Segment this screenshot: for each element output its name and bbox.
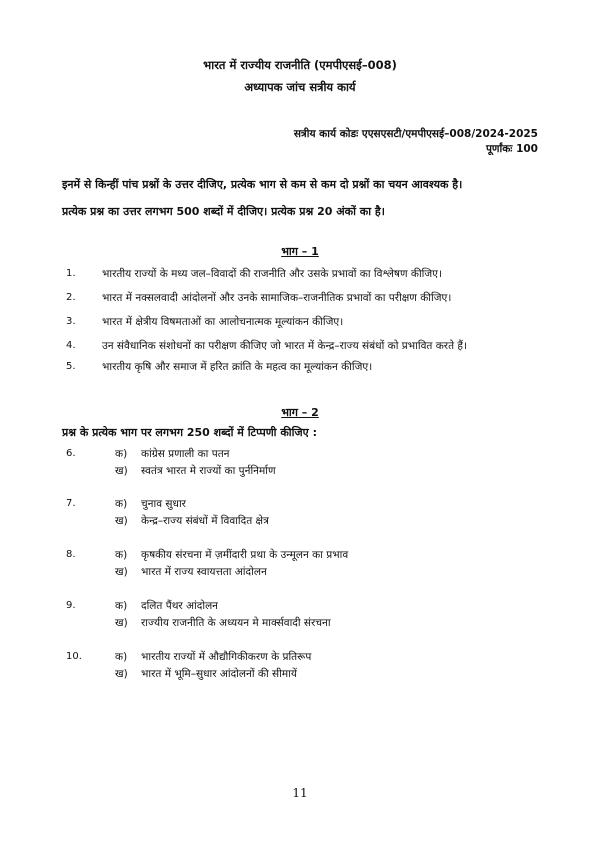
subpart-label: ख)	[115, 566, 128, 578]
subpart-text: केन्द्र–राज्य संबंधों में विवादित क्षेत्र	[141, 515, 269, 527]
subpart-label: क)	[115, 600, 128, 612]
subpart-text: भारत में भूमि–सुधार आंदोलनों की सीमायें	[141, 668, 297, 680]
part1-heading: भाग – 1	[281, 245, 319, 258]
subpart-label: क)	[115, 498, 128, 510]
question-number: 7.	[66, 498, 76, 509]
question-number: 8.	[66, 549, 76, 560]
question-number: 2.	[66, 292, 76, 303]
course-title: भारत में राज्यीय राजनीति (एमपीएसई–008)	[203, 58, 397, 72]
subpart-text: स्वतंत्र भारत मे राज्यों का पुर्ननिर्माण	[141, 465, 276, 477]
subpart-label: क)	[115, 448, 128, 460]
part2-heading: भाग – 2	[281, 406, 319, 419]
subpart-label: ख)	[115, 465, 128, 477]
assignment-title: अध्यापक जांच सत्रीय कार्य	[244, 80, 356, 94]
question-text: भारत में नक्सलवादी आंदोलनों और उनके सामाजिक–राजनीतिक प्रभावों का परीक्षण कीजिए।	[102, 292, 452, 304]
assignment-code: सत्रीय कार्य कोडः एएसएसटी/एमपीएसई–008/2024-2025	[293, 128, 538, 140]
subpart-label: ख)	[115, 668, 128, 680]
question-number: 4.	[66, 340, 76, 351]
question-number: 1.	[66, 268, 76, 279]
subpart-text: भारतीय राज्यों में औद्यौगिकीकरण के प्रतिरूप	[141, 651, 312, 663]
page-number: 11	[292, 786, 308, 800]
instruction-line-1: इनमें से किन्हीं पांच प्रश्नों के उत्तर दीजिए, प्रत्येक भाग से कम से कम दो प्रश्नों का चयन आवश्यक है।	[62, 178, 463, 191]
question-text: भारत में क्षेत्रीय विषमताओं का आलोचनात्मक मूल्यांकन कीजिए।	[102, 316, 344, 328]
subpart-text: भारत में राज्य स्वायत्तता आंदोलन	[141, 566, 267, 578]
question-number: 5.	[66, 361, 76, 372]
max-marks: पूर्णांकः 100	[485, 143, 538, 155]
subpart-label: क)	[115, 549, 128, 561]
subpart-label: ख)	[115, 515, 128, 527]
subpart-text: कृषकीय संरचना में ज़मींदारी प्रथा के उन्मूलन का प्रभाव	[141, 549, 349, 561]
subpart-label: ख)	[115, 617, 128, 629]
question-number: 9.	[66, 600, 76, 611]
subpart-label: क)	[115, 651, 128, 663]
question-number: 3.	[66, 316, 76, 327]
question-text: उन संवैधानिक संशोधनों का परीक्षण कीजिए जो भारत में केन्द्र–राज्य संबंधों को प्रभावित करते हैं।	[102, 340, 467, 352]
subpart-text: राज्यीय राजनीति के अध्ययन मे मार्क्सवादी संरचना	[141, 617, 331, 629]
instruction-line-2: प्रत्येक प्रश्न का उत्तर लगभग 500 शब्दों में दीजिए। प्रत्येक प्रश्न 20 अंकों का है।	[62, 205, 385, 218]
question-number: 10.	[66, 651, 82, 662]
subpart-text: चुनाव सुधार	[141, 498, 186, 510]
question-text: भारतीय राज्यों के मध्य जल–विवादों की राजनीति और उसके प्रभावों का विश्लेषण कीजिए।	[102, 268, 442, 280]
subpart-text: कांग्रेस प्रणाली का पतन	[141, 448, 230, 460]
question-text: भारतीय कृषि और समाज में हरित क्रांति के महत्व का मूल्यांकन कीजिए।	[102, 361, 373, 373]
part2-instruction: प्रश्न के प्रत्येक भाग पर लगभग 250 शब्दों में टिप्पणी कीजिए :	[62, 426, 317, 439]
subpart-text: दलित पैंथर आंदोलन	[141, 600, 219, 612]
question-number: 6.	[66, 448, 76, 459]
